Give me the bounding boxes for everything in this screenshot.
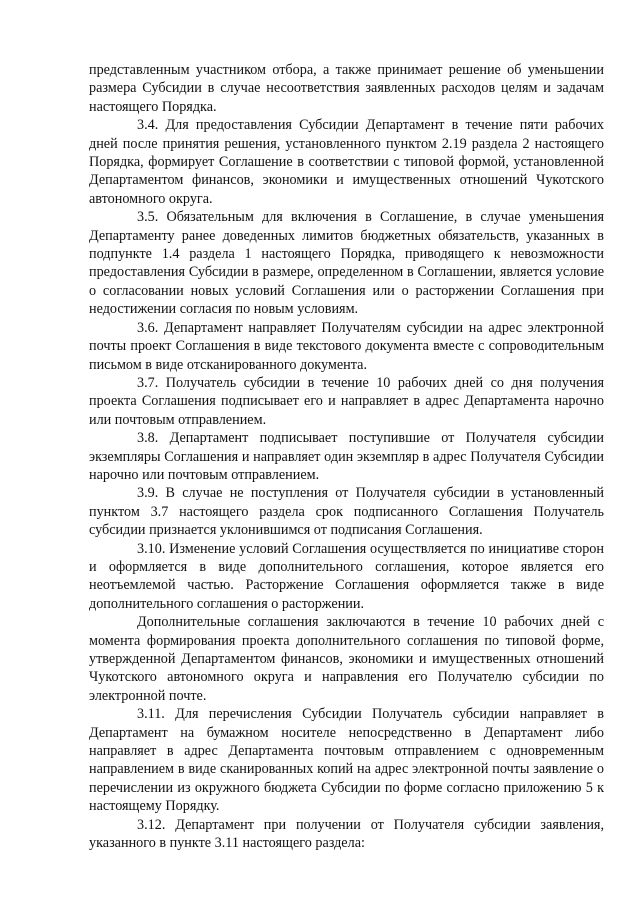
paragraph-3-10: 3.10. Изменение условий Соглашения осуществляется по инициативе сторон и оформляется в виде дополнительного соглашения, которое является его неотъемлемой частью. Расторжение Соглашения оформляется также в виде дополнительного соглашения о расторжении. [89,540,604,612]
paragraph-3-9: 3.9. В случае не поступления от Получателя субсидии в установленный пунктом 3.7 настоящего раздела срок подписанного Соглашения Получатель субсидии признается уклонившимся от подписания Соглашения. [89,485,604,539]
paragraph-3-5: 3.5. Обязательным для включения в Соглашение, в случае уменьшения Департаменту ранее доведенных лимитов бюджетных обязательств, указанных в подпункте 1.4 раздела 1 настоящего Порядка, приводящего к невозможности предоставления Субсидии в размере, определенном в Соглашении, является условие о согласовании новых условий Соглашения или о расторжении Соглашения при недостижении согласия по новым условиям. [89,209,604,318]
paragraph-continuation: представленным участником отбора, а также принимает решение об уменьшении размера Субсидии в случае несоответствия заявленных расходов целям и задачам настоящего Порядка. [89,62,604,115]
paragraph-3-12: 3.12. Департамент при получении от Получателя субсидии заявления, указанного в пункте 3.11 настоящего раздела: [89,816,604,852]
paragraph-3-4: 3.4. Для предоставления Субсидии Департамент в течение пяти рабочих дней после принятия решения, установленного пунктом 2.19 раздела 2 настоящего Порядка, формирует Соглашение в соответствии с типовой формой, установленной Департаментом финансов, экономики и имущественных отношений Чукотского автономного округа. [89,117,604,207]
document-body [89,61,604,852]
paragraph-additional-agreements: Дополнительные соглашения заключаются в течение 10 рабочих дней с момента формирования проекта дополнительного соглашения по типовой форме, утвержденной Департаментом финансов, экономики и имущественных отношений Чукотского автономного округа и направления его Получателю субсидии по электронной почте. [89,614,604,704]
paragraph-3-11: 3.11. Для перечисления Субсидии Получатель субсидии направляет в Департамент на бумажном носителе непосредственно в Департамент либо направляет в адрес Департамента почтовым отправлением с одновременным направлением в виде сканированных копий на адрес электронной почты заявление о перечислении из окружного бюджета Субсидии по форме согласно приложению 5 к настоящему Порядку. [89,706,604,815]
paragraph-3-6: 3.6. Департамент направляет Получателям субсидии на адрес электронной почты проект Соглашения в виде текстового документа вместе с сопроводительным письмом в виде отсканированного документа. [89,319,604,373]
paragraph-3-7: 3.7. Получатель субсидии в течение 10 рабочих дней со дня получения проекта Соглашения подписывает его и направляет в адрес Департамента нарочно или почтовым отправлением. [89,374,604,428]
paragraph-3-8: 3.8. Департамент подписывает поступившие от Получателя субсидии экземпляры Соглашения и направляет один экземпляр в адрес Получателя Субсидии нарочно или почтовым отправлением. [89,430,604,483]
